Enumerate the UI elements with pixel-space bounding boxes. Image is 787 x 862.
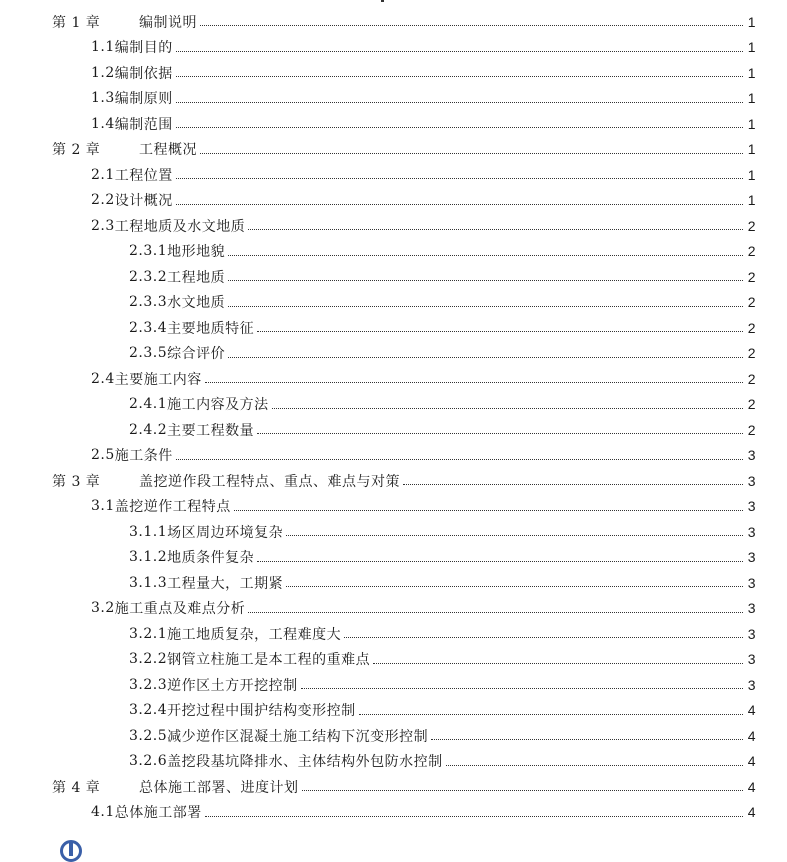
toc-entry-page: 2	[747, 217, 756, 234]
toc-dot-leader	[257, 331, 743, 332]
toc-dot-leader	[200, 153, 743, 154]
toc-entry[interactable]	[0, 264, 787, 290]
toc-entry-number: 3.1.3	[129, 574, 168, 591]
toc-dot-leader	[257, 433, 743, 434]
toc-entry-number: 3.2.4	[129, 702, 168, 719]
toc-entry-page: 3	[747, 447, 756, 464]
toc-entry-number: 2.4.1	[129, 396, 168, 413]
toc-entry-title: 地质条件复杂	[167, 550, 255, 567]
toc-entry-page: 4	[747, 702, 756, 719]
toc-entry-page: 2	[747, 319, 756, 336]
toc-entry-title: 盖挖逆作工程特点	[114, 499, 231, 516]
toc-entry[interactable]	[0, 290, 787, 316]
toc-entry[interactable]	[0, 494, 787, 520]
toc-entry-number: 1.2	[91, 64, 115, 81]
toc-dot-leader	[200, 25, 743, 26]
toc-entry-title: 总体施工部署	[114, 805, 202, 822]
toc-entry-title: 工程量大，工期紧	[167, 575, 284, 592]
toc-entry[interactable]	[0, 723, 787, 749]
toc-entry-page: 1	[747, 64, 756, 81]
toc-entry-page: 2	[747, 268, 756, 285]
toc-entry-title: 开挖过程中围护结构变形控制	[167, 703, 356, 720]
toc-entry[interactable]	[0, 315, 787, 341]
toc-dot-leader	[205, 382, 743, 383]
toc-entry-number: 3.1.2	[129, 549, 168, 566]
toc-dot-leader	[234, 510, 743, 511]
toc-entry[interactable]	[0, 443, 787, 469]
toc-entry[interactable]	[0, 519, 787, 545]
toc-entry-title: 编制范围	[114, 116, 173, 133]
toc-entry[interactable]	[0, 468, 787, 494]
toc-entry-page: 3	[747, 574, 756, 591]
toc-entry-page: 1	[747, 39, 756, 56]
toc-entry[interactable]	[0, 392, 787, 418]
toc-entry[interactable]	[0, 60, 787, 86]
toc-entry-title: 地形地貌	[167, 244, 226, 261]
toc-entry-page: 2	[747, 243, 756, 260]
toc-entry-page: 2	[747, 294, 756, 311]
toc-entry-title: 施工内容及方法	[167, 397, 269, 414]
toc-dot-leader	[248, 612, 743, 613]
toc-entry-number: 1.3	[91, 90, 115, 107]
toc-entry-title: 设计概况	[114, 193, 173, 210]
toc-entry[interactable]	[0, 545, 787, 571]
toc-entry-title: 主要工程数量	[167, 422, 255, 439]
toc-entry-title: 逆作区土方开挖控制	[167, 677, 298, 694]
toc-dot-leader	[176, 102, 743, 103]
toc-dot-leader	[272, 408, 743, 409]
toc-entry[interactable]	[0, 213, 787, 239]
toc-dot-leader	[228, 357, 743, 358]
toc-dot-leader	[257, 561, 743, 562]
toc-dot-leader	[176, 459, 743, 460]
toc-entry-number: 4.1	[91, 804, 115, 821]
toc-entry-page: 3	[747, 625, 756, 642]
toc-dot-leader	[176, 51, 743, 52]
toc-entry-number: 2.4.2	[129, 421, 168, 438]
toc-entry-number: 3.2	[91, 600, 115, 617]
toc-entry-title: 钢管立柱施工是本工程的重难点	[167, 652, 371, 669]
toc-dot-leader	[286, 586, 743, 587]
toc-entry-title: 工程地质及水文地质	[114, 218, 246, 235]
toc-entry-page: 2	[747, 370, 756, 387]
page-top-mark	[381, 0, 384, 2]
toc-entry-title: 工程概况	[139, 142, 197, 159]
toc-entry-title: 施工地质复杂，工程难度大	[167, 626, 342, 643]
toc-entry-page: 4	[747, 778, 756, 795]
toc-entry-page: 2	[747, 421, 756, 438]
toc-dot-leader	[302, 790, 744, 791]
toc-entry-page: 3	[747, 651, 756, 668]
toc-dot-leader	[301, 688, 743, 689]
toc-entry-title: 工程位置	[114, 167, 173, 184]
toc-entry-page: 4	[747, 753, 756, 770]
toc-entry[interactable]	[0, 188, 787, 214]
toc-dot-leader	[446, 765, 743, 766]
toc-entry-number: 3.2.6	[129, 753, 168, 770]
toc-entry-title: 综合评价	[167, 346, 226, 363]
toc-entry-page: 1	[747, 13, 756, 30]
logo-icon	[60, 840, 82, 862]
toc-entry[interactable]	[0, 570, 787, 596]
toc-entry-page: 3	[747, 676, 756, 693]
toc-entry-title: 编制依据	[114, 65, 173, 82]
toc-dot-leader	[176, 204, 743, 205]
toc-entry[interactable]	[0, 111, 787, 137]
toc-entry[interactable]	[0, 239, 787, 265]
toc-entry[interactable]	[0, 621, 787, 647]
toc-dot-leader	[286, 535, 743, 536]
toc-dot-leader	[176, 178, 743, 179]
toc-entry[interactable]	[0, 774, 787, 800]
toc-entry-page: 3	[747, 498, 756, 515]
toc-dot-leader	[228, 280, 743, 281]
toc-entry-number: 3.2.3	[129, 676, 168, 693]
toc-entry[interactable]	[0, 417, 787, 443]
toc-entry-title: 工程地质	[167, 269, 226, 286]
toc-entry-page: 3	[747, 472, 756, 489]
toc-entry-page: 1	[747, 141, 756, 158]
toc-entry-page: 3	[747, 523, 756, 540]
toc-dot-leader	[373, 663, 743, 664]
toc-entry[interactable]	[0, 341, 787, 367]
toc-entry[interactable]	[0, 749, 787, 775]
toc-entry-number: 2.3.4	[129, 319, 168, 336]
toc-entry-page: 1	[747, 192, 756, 209]
toc-entry[interactable]	[0, 647, 787, 673]
toc-entry[interactable]	[0, 800, 787, 826]
toc-entry[interactable]	[0, 366, 787, 392]
toc-entry-number: 3.1.1	[129, 523, 168, 540]
toc-entry-number: 3.2.5	[129, 727, 168, 744]
toc-entry-number: 2.1	[91, 166, 115, 183]
toc-entry-number: 2.5	[91, 447, 115, 464]
toc-entry[interactable]	[0, 162, 787, 188]
toc-entry-number: 2.3.2	[129, 268, 168, 285]
toc-dot-leader	[228, 306, 743, 307]
toc-entry-page: 3	[747, 549, 756, 566]
toc-entry-number: 第 4 章	[52, 779, 101, 796]
toc-entry-number: 3.2.1	[129, 625, 168, 642]
toc-entry-title: 编制说明	[139, 14, 197, 31]
toc-entry-page: 2	[747, 345, 756, 362]
toc-entry[interactable]	[0, 86, 787, 112]
toc-entry-title: 盖挖段基坑降排水、主体结构外包防水控制	[167, 754, 443, 771]
toc-entry-number: 2.3.1	[129, 243, 168, 260]
toc-dot-leader	[176, 127, 743, 128]
toc-entry-number: 1.1	[91, 39, 115, 56]
toc-entry-title: 施工条件	[114, 448, 173, 465]
toc-entry-page: 1	[747, 166, 756, 183]
toc-dot-leader	[359, 714, 743, 715]
toc-entry-title: 场区周边环境复杂	[167, 524, 284, 541]
toc-entry-title: 主要地质特征	[167, 320, 255, 337]
toc-entry-title: 施工重点及难点分析	[114, 601, 246, 618]
toc-entry-number: 1.4	[91, 115, 115, 132]
toc-entry-title: 水文地质	[167, 295, 226, 312]
toc-entry-number: 2.2	[91, 192, 115, 209]
toc-dot-leader	[344, 637, 743, 638]
toc-entry-page: 4	[747, 727, 756, 744]
toc-dot-leader	[403, 484, 743, 485]
toc-entry-title: 主要施工内容	[114, 371, 202, 388]
toc-entry-number: 第 1 章	[52, 14, 101, 31]
toc-entry[interactable]	[0, 137, 787, 163]
toc-entry-number: 3.2.2	[129, 651, 168, 668]
toc-entry-number: 2.3	[91, 217, 115, 234]
toc-entry-title: 盖挖逆作段工程特点、重点、难点与对策	[139, 473, 400, 490]
toc-entry[interactable]	[0, 9, 787, 35]
toc-entry-number: 第 3 章	[52, 473, 101, 490]
table-of-contents	[0, 9, 787, 825]
toc-entry-title: 减少逆作区混凝土施工结构下沉变形控制	[167, 728, 429, 745]
toc-entry-title: 总体施工部署、进度计划	[139, 779, 299, 796]
toc-entry[interactable]	[0, 672, 787, 698]
toc-entry-number: 2.3.5	[129, 345, 168, 362]
toc-entry-number: 3.1	[91, 498, 115, 515]
toc-entry-page: 4	[747, 804, 756, 821]
toc-dot-leader	[248, 229, 743, 230]
toc-entry-page: 1	[747, 115, 756, 132]
toc-entry-number: 第 2 章	[52, 142, 101, 159]
toc-dot-leader	[431, 739, 743, 740]
toc-entry-page: 2	[747, 396, 756, 413]
toc-entry-page: 3	[747, 600, 756, 617]
toc-entry-number: 2.4	[91, 370, 115, 387]
toc-dot-leader	[228, 255, 743, 256]
toc-dot-leader	[205, 816, 743, 817]
toc-dot-leader	[176, 76, 743, 77]
toc-entry[interactable]	[0, 698, 787, 724]
toc-entry-number: 2.3.3	[129, 294, 168, 311]
toc-entry[interactable]	[0, 35, 787, 61]
toc-entry-page: 1	[747, 90, 756, 107]
toc-entry-title: 编制目的	[114, 40, 173, 57]
toc-entry[interactable]	[0, 596, 787, 622]
toc-entry-title: 编制原则	[114, 91, 173, 108]
